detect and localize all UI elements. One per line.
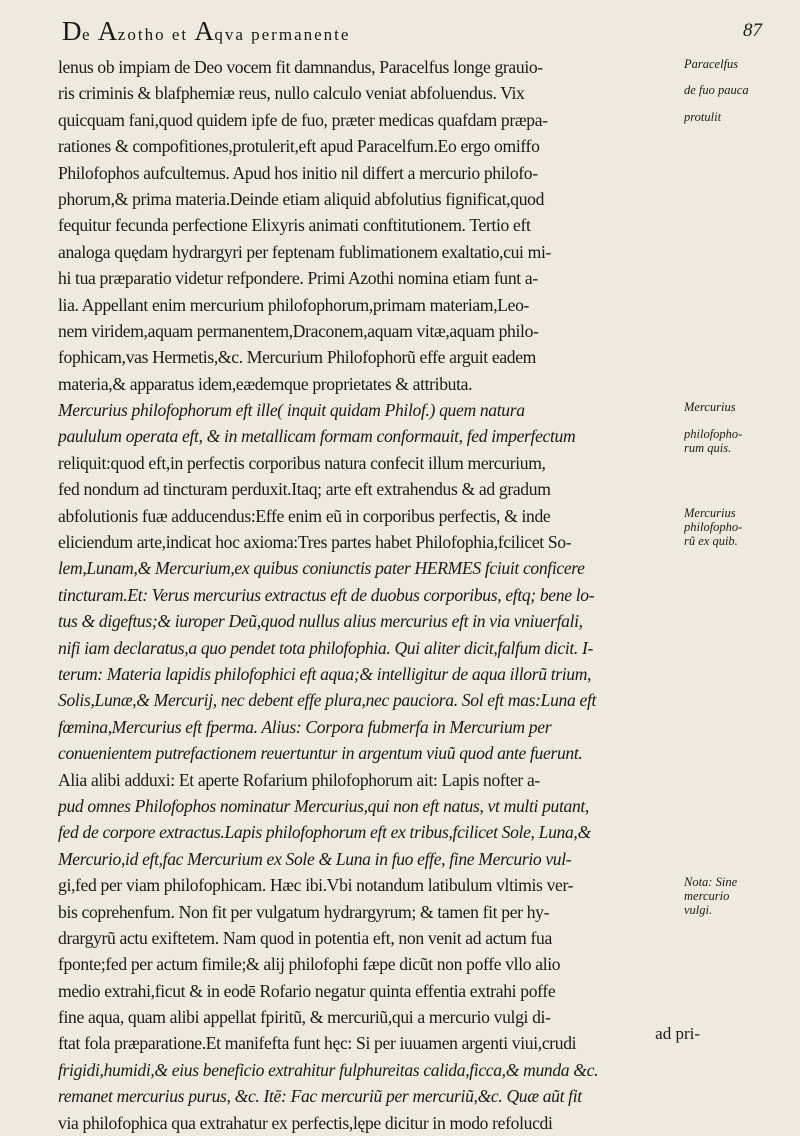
- margin-note: [684, 427, 796, 455]
- text-line: tus & digeftus;& iuroper Deũ,quod nullus alius mercurius eft in via vniuerfali,: [58, 611, 583, 632]
- text-line: conuenientem putrefactionem reuertuntur in argentum viuũ quod ante fuerunt.: [58, 743, 583, 764]
- text-line: fed nondum ad tincturam perduxit.Itaq; arte eft extrahendus & ad gradum: [58, 479, 551, 500]
- running-title-de: e: [82, 25, 98, 44]
- running-title-azotho: zotho et: [117, 25, 195, 44]
- text-line: remanet mercurius purus, &c. Itē: Fac mercuriũ per mercuriũ,&c. Quæ aũt fit: [58, 1086, 582, 1107]
- margin-note-line: mercurio: [684, 889, 730, 904]
- text-line: Mercurio,id eft,fac Mercurium ex Sole & Luna in fuo effe, fine Mercurio vul-: [58, 848, 572, 869]
- running-head: [62, 16, 762, 52]
- running-title-permanente: permanente: [251, 25, 351, 44]
- text-line: Alia alibi adduxi: Et aperte Rofarium philofophorum ait: Lapis nofter a-: [58, 769, 540, 790]
- text-line: drargyrũ actu exiftetem. Nam quod in potentia eft, non venit ad actum fua: [58, 927, 552, 948]
- running-title-initial: D: [62, 16, 82, 46]
- margin-note: [684, 83, 796, 97]
- body-text: [58, 54, 680, 1136]
- text-line: gi,fed per viam philofophicam. Hæc ibi.Vbi notandum latibulum vltimis ver-: [58, 875, 574, 896]
- margin-note-line: Mercurius: [684, 505, 736, 520]
- text-line: Solis,Lunæ,& Mercurij, nec debent effe plura,nec pauciora. Sol eft mas:Luna eft: [58, 690, 597, 711]
- text-line: quicquam fani,quod quidem ipfe de fuo, præter medicas quafdam præpa-: [58, 109, 548, 130]
- text-line: reliquit:quod eft,in perfectis corporibus natura confecit illum mercurium,: [58, 452, 546, 473]
- text-line: medio extrahi,ficut & in eodē Rofario negatur quinta effentia extrahi poffe: [58, 980, 556, 1001]
- margin-note-line: Paracelfus: [684, 57, 739, 71]
- text-line: via philofophica qua extrahatur ex perfectis,lępe dicitur in modo refolucdi: [58, 1112, 553, 1133]
- text-line: fophicam,vas Hermetis,&c. Mercurium Philofophorũ effe arguit eadem: [58, 347, 537, 368]
- text-line: ftat fola præparatione.Et manifefta funt hęc: Si per iuuamen argenti viui,crudi: [58, 1033, 577, 1054]
- margin-note-line: vulgi.: [684, 903, 713, 918]
- text-line: fed de corpore extractus.Lapis philofophorum eft ex tribus,fcilicet Sole, Luna,&: [58, 822, 591, 843]
- text-line: lia. Appellant enim mercurium philofophorum,primam materiam,Leo-: [58, 294, 530, 315]
- running-title-initial-a2: A: [194, 16, 215, 46]
- margin-note: [684, 506, 796, 548]
- margin-note-line: Mercurius: [684, 400, 736, 415]
- text-line: nifi iam declaratus,a quo pendet tota philofophia. Qui aliter dicit,falfum dicit. I-: [58, 637, 594, 658]
- text-line: fœmina,Mercurius eft fperma. Alius: Corpora fubmerfa in Mercurium per: [58, 716, 552, 737]
- text-line: abfolutionis fuæ adducendus:Effe enim eũ in corporibus perfectis, & inde: [58, 505, 551, 526]
- margin-note-line: rũ ex quib.: [684, 533, 738, 548]
- margin-note-line: rum quis.: [684, 440, 732, 455]
- text-line: bis coprehenfum. Non fit per vulgatum hydrargyrum; & tamen fit per hy-: [58, 901, 550, 922]
- margin-note-line: protulit: [684, 109, 722, 124]
- text-line: rationes & compofitiones,protulerit,eft apud Paracelfum.Eo ergo omiffo: [58, 136, 540, 157]
- margin-note: [684, 400, 796, 414]
- margin-note-line: philofopho-: [684, 426, 743, 441]
- text-line: tincturam.Et: Verus mercurius extractus eft de duobus corporibus, eftq; bene lo-: [58, 584, 595, 605]
- text-line: fine aqua, quam alibi appellat fpiritũ, & mercuriũ,qui a mercurio vulgi di-: [58, 1007, 551, 1028]
- margin-note: [684, 110, 796, 124]
- text-line: frigidi,humidi,& eius beneficio extrahitur fulphureitas calida,ficca,& munda &c.: [58, 1059, 599, 1080]
- text-line: analoga quędam hydrargyri per feptenam fublimationem exaltatio,cui mi-: [58, 241, 552, 262]
- text-line: terum: Materia lapidis philofophici eft aqua;& intelligitur de aqua illorũ trium,: [58, 663, 592, 684]
- text-line: fequitur fecunda perfectione Elixyris animati conftitutionem. Tertio eft: [58, 215, 531, 236]
- text-line: paululum operata eft, & in metallicam formam conformauit, fed imperfectum: [58, 426, 576, 447]
- running-title-aqva: qva: [214, 25, 252, 44]
- text-line: phorum,& prima materia.Deinde etiam aliquid abfolutius fignificat,quod: [58, 188, 545, 209]
- text-line: materia,& apparatus idem,eædemque proprietates & attributa.: [58, 373, 473, 394]
- catchword: ad pri-: [655, 1024, 700, 1043]
- running-title-initial-a: A: [97, 16, 118, 46]
- text-line: pud omnes Philofophos nominatur Mercurius,qui non eft natus, vt multi putant,: [58, 795, 589, 816]
- margin-note: [684, 57, 796, 71]
- text-line: ris criminis & blafphemiæ reus, nullo calculo veniat abfoluendus. Vix: [58, 83, 525, 104]
- running-title: [62, 16, 350, 47]
- text-line: fponte;fed per actum fimile;& alij philofophi fæpe dicũt non poffe vllo alio: [58, 954, 561, 975]
- text-line: hi tua præparatio videtur refpondere. Primi Azothi nomina etiam funt a-: [58, 268, 538, 289]
- margin-note: [684, 875, 796, 917]
- text-line: eliciendum arte,indicat hoc axioma:Tres partes habet Philofophia,fcilicet So-: [58, 532, 572, 553]
- text-line: Philofophos aufcultemus. Apud hos initio nil differt a mercurio philofo-: [58, 162, 538, 183]
- margin-note-line: philofopho-: [684, 519, 743, 534]
- text-line: Mercurius philofophorum eft ille( inquit quidam Philof.) quem natura: [58, 400, 525, 421]
- margin-note-line: Nota: Sine: [684, 875, 738, 890]
- page-number: 87: [743, 20, 762, 41]
- text-line: lem,Lunam,& Mercurium,ex quibus coniunctis pater HERMES fciuit conficere: [58, 558, 585, 579]
- text-line: lenus ob impiam de Deo vocem fit damnandus, Paracelfus longe grauio-: [58, 57, 543, 77]
- text-line: nem viridem,aquam permanentem,Draconem,aquam vitæ,aquam philo-: [58, 320, 539, 341]
- margin-note-line: de fuo pauca: [684, 83, 749, 98]
